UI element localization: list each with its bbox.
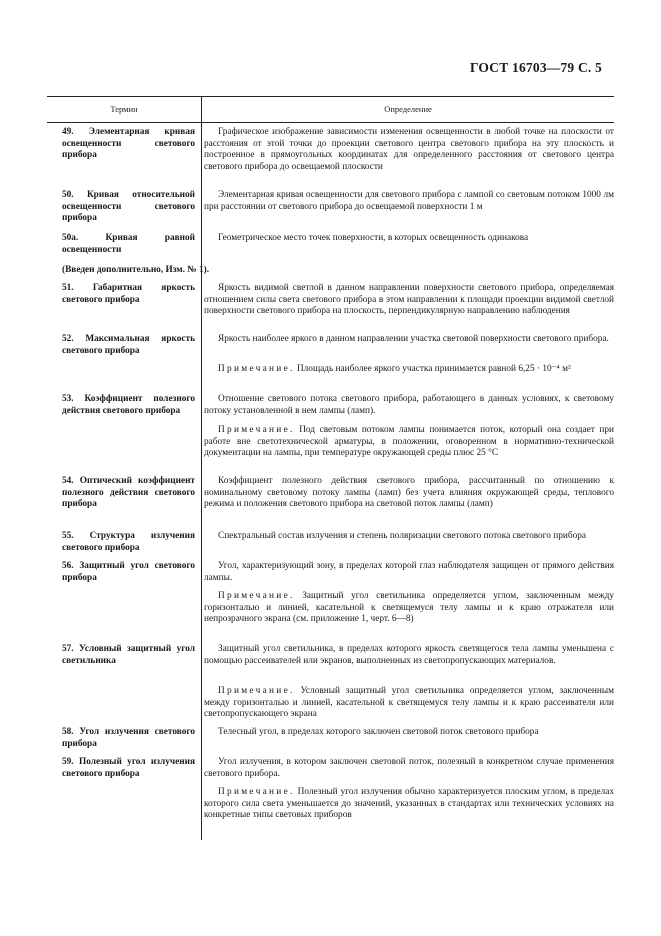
term: 51. Габаритная яркость светового прибора	[62, 283, 195, 305]
term: 49. Элементарная кривая освещенности светового прибора	[62, 127, 195, 161]
column-header-term: Термин	[47, 97, 202, 122]
term: 58. Угол излучения светового прибора	[62, 727, 195, 749]
definition: Яркость видимой светлой в данном направлении поверхности светового прибора, определяемая отношением силы света светового прибора в этом направлении к площади проекции видимой светлой поверхности светового прибора на плоскость, перпендикулярную направлению наблюдения	[204, 283, 614, 317]
note	[204, 787, 614, 822]
definition: Графическое изображение зависимости изменения освещенности в любой точке на плоскости от расстояния от этой точки до проекции светового центра светового прибора на эту плоскость и построенное в прямоугольных координатах для определенного расстояния от светового центра светового прибора до освещаемой плоскости	[204, 127, 614, 172]
note	[204, 425, 614, 460]
term: 56. Защитный угол светового прибора	[62, 561, 195, 583]
term: 59. Полезный угол излучения светового прибора	[62, 757, 195, 779]
note	[204, 591, 614, 626]
column-header-definition: Определение	[384, 104, 432, 114]
page-header: ГОСТ 16703—79 С. 5	[469, 60, 602, 75]
note-label: Примечание.	[218, 591, 295, 601]
table-header	[47, 96, 614, 123]
definition: Телесный угол, в пределах которого заключен световой поток светового прибора	[218, 727, 539, 737]
term: 50а. Кривая равной освещенности	[62, 233, 195, 255]
definition: Угол, характеризующий зону, в пределах которой глаз наблюдателя защищен от прямого действия лампы.	[204, 561, 614, 583]
term: 50. Кривая относительной освещенности светового прибора	[62, 190, 195, 224]
definition: Коэффициент полезного действия светового прибора, рассчитанный по отношению к номинальному световому потоку лампы (ламп) без учета влияния окружающей среды, теплового режима и положения светового прибора на световой поток лампы (ламп)	[204, 476, 614, 510]
note-text: Площадь наиболее яркого участка принимается равной 6,25 · 10⁻⁴ м²	[294, 364, 571, 374]
definition: Защитный угол светильника, в пределах которого яркость светящегося тела лампы уменьшена с помощью рассеивателей или экранов, выполненных из светопропускающих материалов.	[204, 644, 614, 666]
note	[204, 686, 614, 721]
term: 54. Оптический коэффициент полезного действия светового прибора	[62, 476, 195, 510]
column-divider	[201, 121, 202, 840]
note	[204, 364, 614, 376]
term: 55. Структура излучения светового прибора	[62, 531, 195, 553]
note-label: Примечание.	[218, 686, 295, 696]
note-label: Примечание.	[218, 787, 295, 797]
note-text: Под световым потоком лампы понимается поток, который она создает при работе вне светотехнической арматуры, в положении, оговоренном в нормативно-технической документации на лампы, при температуре окружающей среды плюс 25 °С	[204, 425, 614, 459]
definition: Яркость наиболее яркого в данном направлении участка световой поверхности светового прибора.	[218, 334, 609, 344]
note-label: Примечание.	[218, 425, 295, 435]
definition: Спектральный состав излучения и степень поляризации светового потока светового прибора	[218, 531, 586, 541]
note-text: Полезный угол излучения обычно характеризуется плоским углом, в пределах которого сила света уменьшается до значений, указанных в стандартах или технических условиях на конкретные типы световых приборов	[204, 787, 614, 821]
term: 52. Максимальная яркость светового прибора	[62, 334, 195, 356]
note-text: Защитный угол светильника определяется углом, заключенным между горизонталью и линией, касательной к светящемуся телу лампы и к краю отражателя или непрозрачного экрана (см. приложение 1, черт. 6—8)	[204, 591, 614, 625]
term: 57. Условный защитный угол светильника	[62, 644, 195, 666]
definition: Элементарная кривая освещенности для светового прибора с лампой со световым потоком 1000 лм при расстоянии от светового прибора до освещаемой поверхности 1 м	[204, 190, 614, 212]
note-text: Условный защитный угол светильника определяется углом, заключенным между горизонталью и линией, касательной к светящемуся телу лампы и к краю рассеивателя или светопропускающего экрана	[204, 686, 614, 720]
note-label: Примечание.	[218, 364, 295, 374]
term: 53. Коэффициент полезного действия светового прибора	[62, 394, 195, 416]
definition: Угол излучения, в котором заключен световой поток, полезный в конкретном случае применения светового прибора.	[204, 757, 614, 779]
definition: Геометрическое место точек поверхности, в которых освещенность одинакова	[218, 233, 529, 243]
definition: Отношение светового потока светового прибора, работающего в данных условиях, к световому потоку установленной в нем лампы (ламп).	[204, 394, 614, 416]
amendment-note: (Введен дополнительно, Изм. № 1).	[62, 265, 210, 275]
